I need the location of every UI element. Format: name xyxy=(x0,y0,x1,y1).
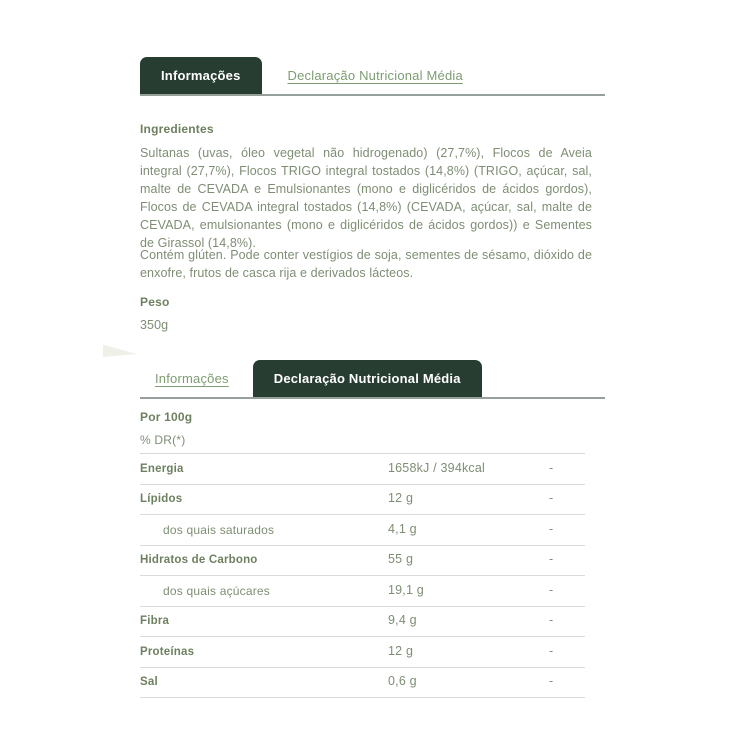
nutrition-table-body xyxy=(140,454,585,698)
tab-informacoes[interactable]: Informações xyxy=(155,371,229,386)
nutrient-value-per-100g: 4,1 g xyxy=(388,521,417,536)
tab-informacoes[interactable]: Informações xyxy=(140,57,262,94)
table-row xyxy=(140,454,585,485)
nutrient-label: Proteínas xyxy=(140,645,195,658)
weight-value: 350g xyxy=(140,318,169,332)
tab-declaracao-nutricional[interactable]: Declaração Nutricional Média xyxy=(253,360,482,397)
info-tab-bar xyxy=(140,59,605,96)
ingredients-heading: Ingredientes xyxy=(140,122,214,136)
nutrient-dr-value: - xyxy=(549,674,554,689)
nutrient-dr-value: - xyxy=(549,460,554,475)
nutrient-label: Fibra xyxy=(140,615,170,628)
nutrient-value-per-100g: 0,6 g xyxy=(388,674,417,689)
product-photo-edge xyxy=(103,343,137,357)
ingredients-text: Sultanas (uvas, óleo vegetal não hidrogenado) (27,7%), Flocos de Aveia integral (27,7%), Flocos TRIGO integral tostados (14,8%) (TRIGO, açúcar, sal, malte de CEVADA e Emulsionantes (mono e diglicéridos de ácidos gordos), Flocos de CEVADA integral tostados (14,8%) (CEVADA, açúcar, sal, malte de CEVADA, emulsionantes (mono e diglicéridos de ácidos gordos)) e Sementes de Girassol (14,8%). xyxy=(140,146,592,250)
table-row xyxy=(140,515,585,546)
tab-declaracao-nutricional[interactable]: Declaração Nutricional Média xyxy=(287,68,463,83)
nutrition-table-header xyxy=(140,410,585,454)
allergens-text: Contém glúten. Pode conter vestígios de soja, sementes de sésamo, dióxido de enxofre, frutos de casca rija e derivados lácteos. xyxy=(140,248,592,280)
nutrition-tab-bar xyxy=(140,362,605,399)
nutrient-value-per-100g: 1658kJ / 394kcal xyxy=(388,460,486,475)
nutrition-table xyxy=(140,410,585,698)
table-row xyxy=(140,637,585,668)
column-header-per-100g: Por 100g xyxy=(140,410,193,424)
nutrient-dr-value: - xyxy=(549,613,554,628)
nutrient-label: dos quais saturados xyxy=(163,522,275,537)
nutrient-label: dos quais açúcares xyxy=(163,583,270,598)
nutrient-label: Hidratos de Carbono xyxy=(140,554,258,567)
nutrient-value-per-100g: 55 g xyxy=(388,552,414,567)
weight-heading: Peso xyxy=(140,295,170,309)
table-row xyxy=(140,607,585,638)
nutrient-value-per-100g: 12 g xyxy=(388,491,414,506)
table-row xyxy=(140,576,585,607)
table-row xyxy=(140,668,585,699)
nutrient-dr-value: - xyxy=(549,643,554,658)
nutrient-label: Sal xyxy=(140,676,158,689)
nutrient-dr-value: - xyxy=(549,521,554,536)
nutrient-label: Energia xyxy=(140,462,184,475)
nutrient-value-per-100g: 9,4 g xyxy=(388,613,417,628)
nutrient-dr-value: - xyxy=(549,491,554,506)
nutrient-value-per-100g: 19,1 g xyxy=(388,582,424,597)
nutrient-dr-value: - xyxy=(549,552,554,567)
nutrient-dr-value: - xyxy=(549,582,554,597)
nutrient-value-per-100g: 12 g xyxy=(388,643,414,658)
table-row xyxy=(140,485,585,516)
column-header-dr: % DR(*) xyxy=(140,433,186,447)
nutrient-label: Lípidos xyxy=(140,493,183,506)
table-row xyxy=(140,546,585,577)
